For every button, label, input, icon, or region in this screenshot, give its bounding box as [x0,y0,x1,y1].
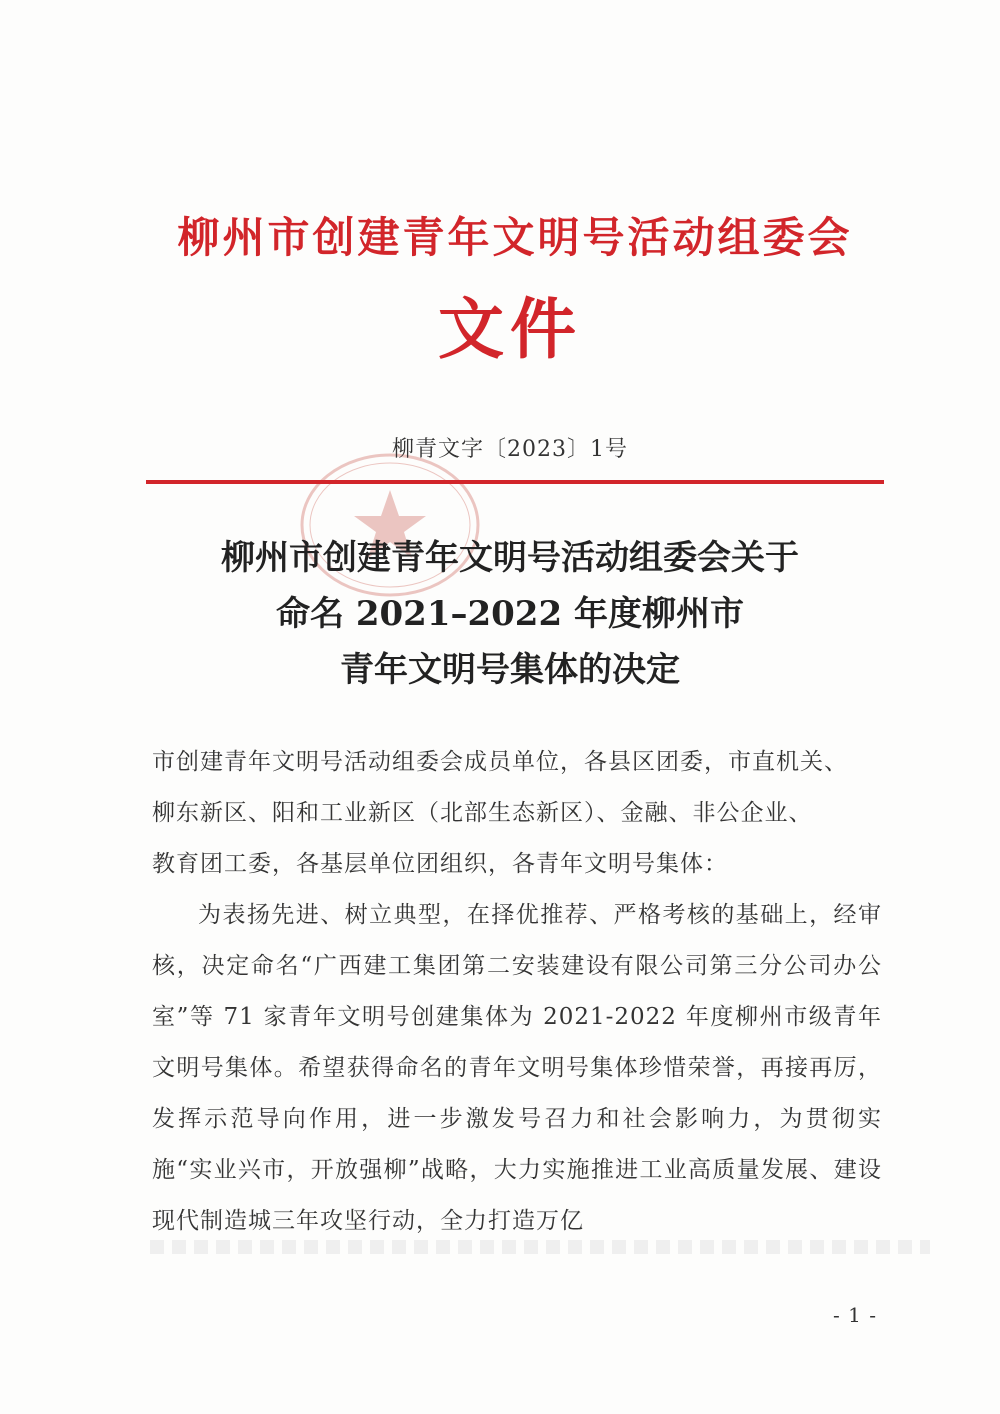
salutation-line: 柳东新区、阳和工业新区（北部生态新区）、金融、非公企业、 [152,800,813,826]
title-line: 命名 2021–2022 年度柳州市 [276,594,744,634]
red-divider [146,480,884,484]
issuing-organization-header: 柳州市创建青年文明号活动组委会 [177,213,853,262]
title-line: 柳州市创建青年文明号活动组委会关于 [221,538,799,578]
page-number: - 1 - [833,1303,877,1327]
document-type-heading: 文件 [438,291,582,368]
document-number: 柳青文字〔2023〕1号 [392,437,628,462]
salutation-line: 市创建青年文明号活动组委会成员单位，各县区团委，市直机关、 [152,749,848,775]
title-line: 青年文明号集体的决定 [340,650,680,690]
document-title [130,530,890,698]
body-paragraph: 为表扬先进、树立典型，在择优推荐、严格考核的基础上，经审核，决定命名“广西建工集团第二安装建设有限公司第三分公司办公室”等 71 家青年文明号创建集体为 2021-2022 年度柳州市级青年文明号集体。希望获得命名的青年文明号集体珍惜荣誉，再接再厉，发挥示范导向作用，进一步激发号召力和社会影响力，为贯彻实施“实业兴市，开放强柳”战略，大力实施推进工业高质量发展、建设现代制造城三年攻坚行动，全力打造万亿 [152,902,882,1234]
salutation-line: 教育团工委，各基层单位团组织，各青年文明号集体： [152,851,728,877]
document-body [152,737,882,1247]
faded-scan-line [150,1240,930,1254]
